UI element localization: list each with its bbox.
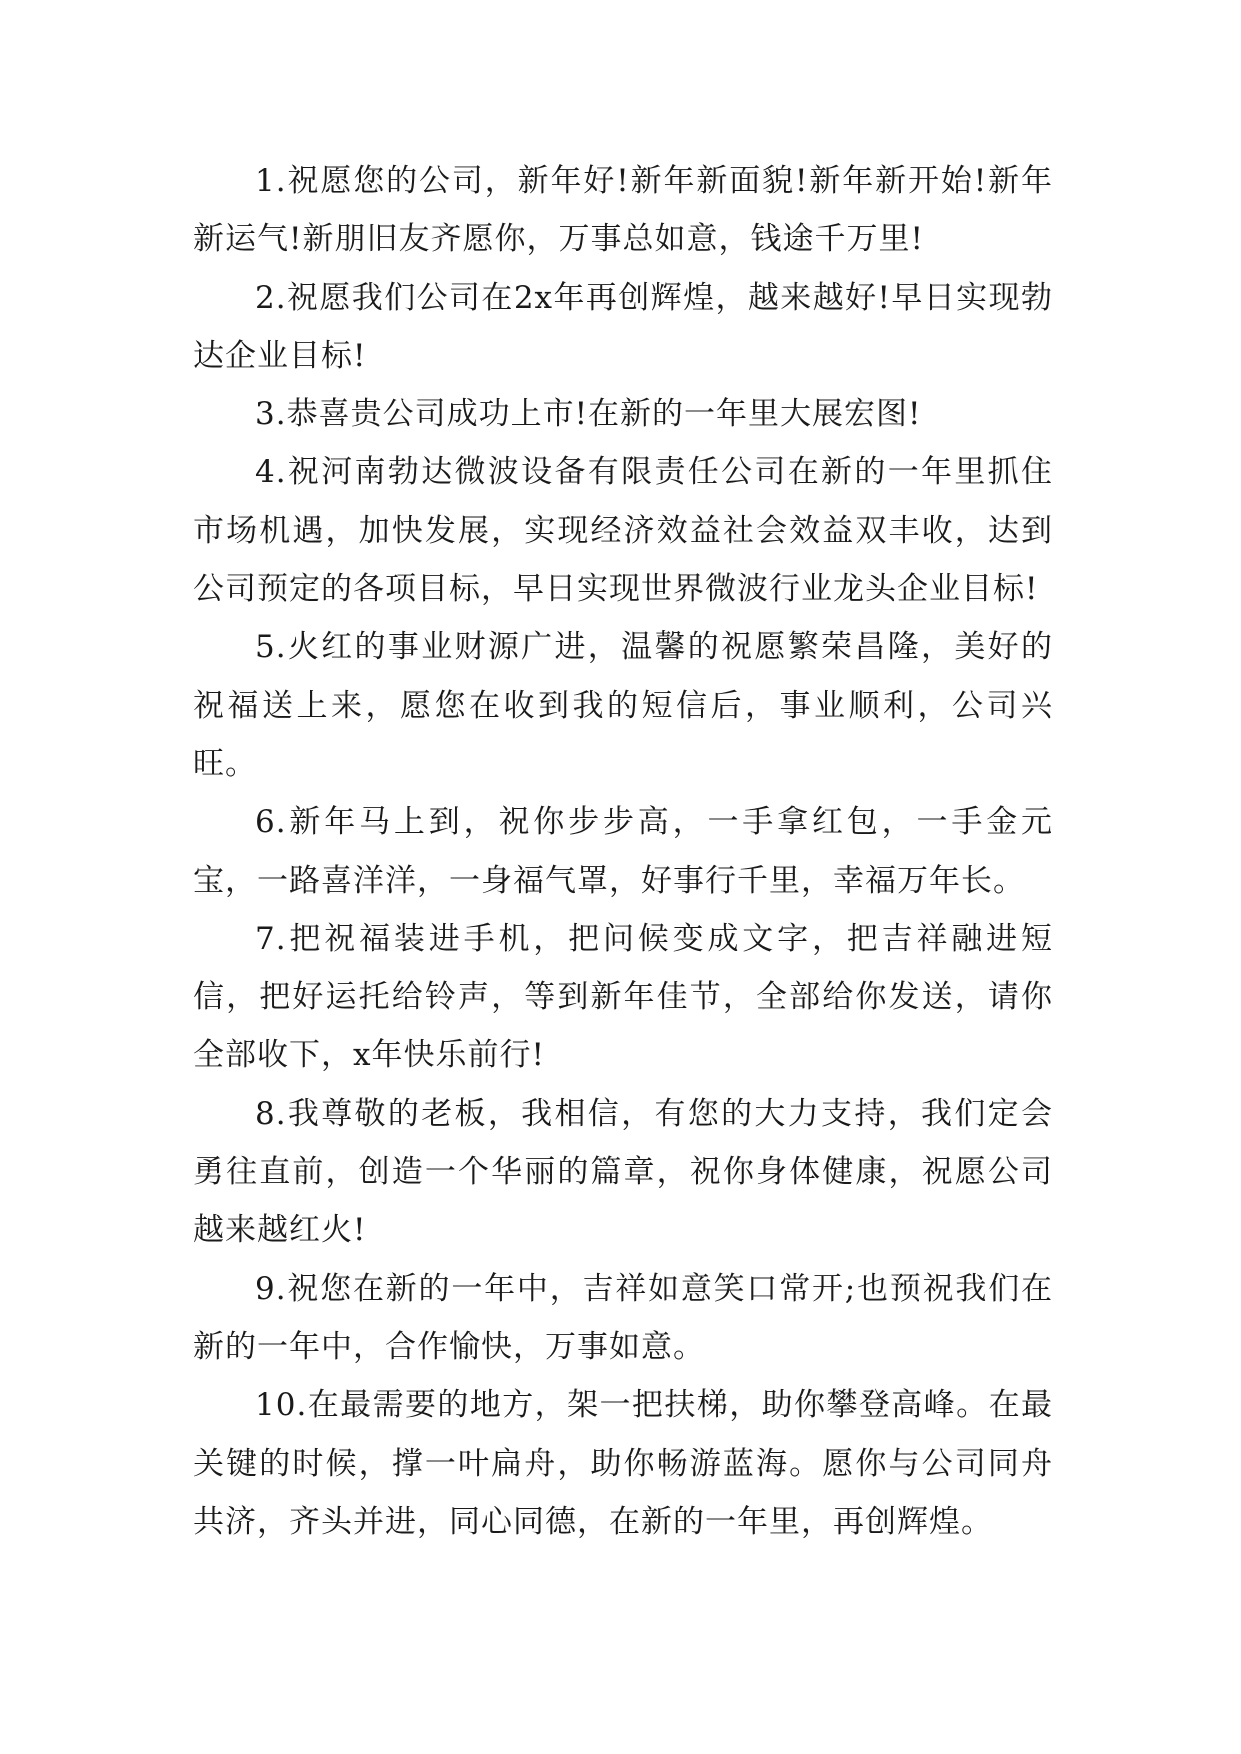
greeting-paragraph-6: 6.新年马上到，祝你步步高，一手拿红包，一手金元宝，一路喜洋洋，一身福气罩，好事行千里，幸福万年长。 xyxy=(193,804,1053,899)
greeting-paragraph-8: 8.我尊敬的老板，我相信，有您的大力支持，我们定会勇往直前，创造一个华丽的篇章，祝你身体健康，祝愿公司越来越红火! xyxy=(193,1095,1053,1249)
greeting-paragraph-2: 2.祝愿我们公司在2x年再创辉煌，越来越好!早日实现勃达企业目标! xyxy=(193,279,1053,374)
greeting-paragraph-9: 9.祝您在新的一年中，吉祥如意笑口常开;也预祝我们在新的一年中，合作愉快，万事如意。 xyxy=(193,1270,1053,1365)
document-body xyxy=(193,152,1053,1551)
greeting-paragraph-4: 4.祝河南勃达微波设备有限责任公司在新的一年里抓住市场机遇，加快发展，实现经济效益社会效益双丰收，达到公司预定的各项目标，早日实现世界微波行业龙头企业目标! xyxy=(193,454,1053,608)
greeting-paragraph-1: 1.祝愿您的公司，新年好!新年新面貌!新年新开始!新年新运气!新朋旧友齐愿你，万事总如意，钱途千万里! xyxy=(193,163,1053,258)
greeting-paragraph-3: 3.恭喜贵公司成功上市!在新的一年里大展宏图! xyxy=(255,396,922,433)
greeting-paragraph-5: 5.火红的事业财源广进，温馨的祝愿繁荣昌隆，美好的祝福送上来，愿您在收到我的短信后，事业顺利，公司兴旺。 xyxy=(193,629,1053,782)
greeting-paragraph-10: 10.在最需要的地方，架一把扶梯，助你攀登高峰。在最关键的时候，撑一叶扁舟，助你畅游蓝海。愿你与公司同舟共济，齐头并进，同心同德，在新的一年里，再创辉煌。 xyxy=(193,1387,1053,1540)
greeting-paragraph-7: 7.把祝福装进手机，把问候变成文字，把吉祥融进短信，把好运托给铃声，等到新年佳节，全部给你发送，请你全部收下，x年快乐前行! xyxy=(193,920,1053,1074)
